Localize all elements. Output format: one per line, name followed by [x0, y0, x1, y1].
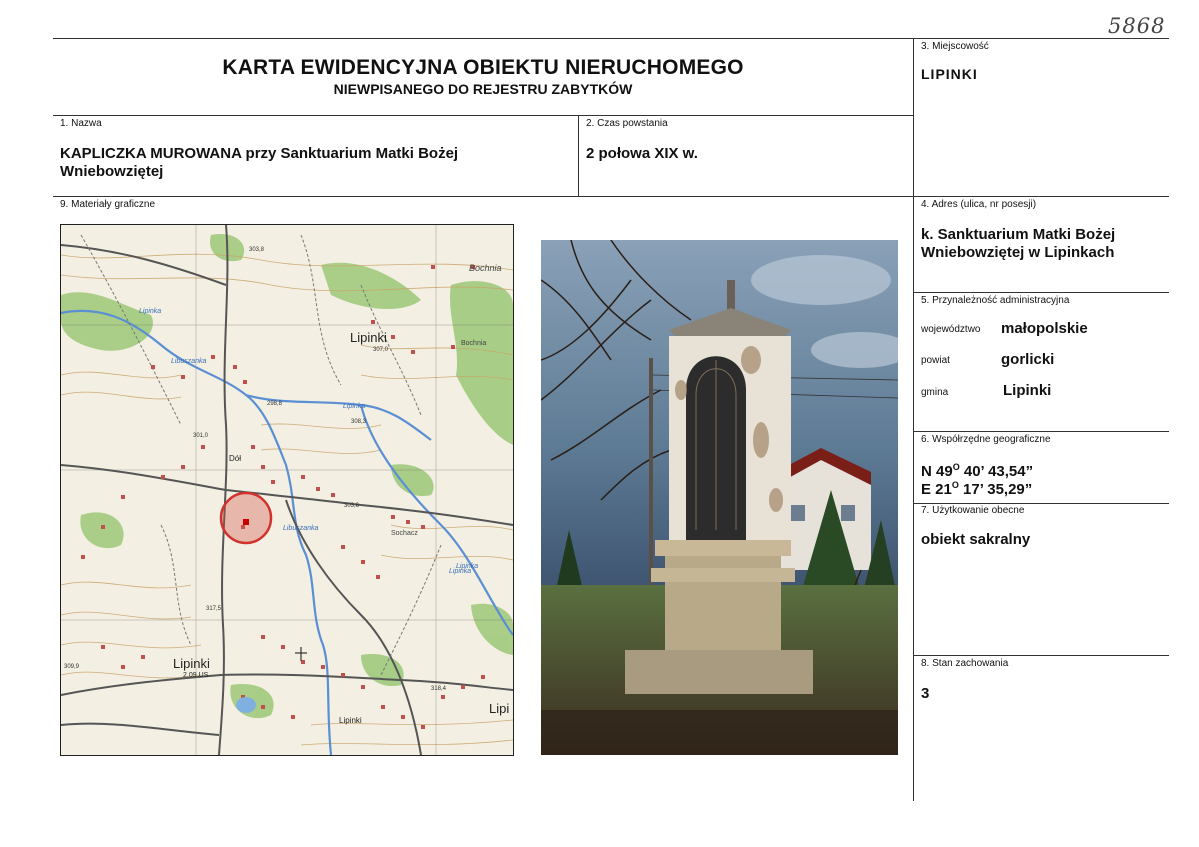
gmina-value: Lipinki — [1003, 382, 1052, 399]
map-height-5: 303,6 — [344, 503, 360, 509]
map-height-1: 307,0 — [373, 347, 389, 353]
nazwa-label: 1. Nazwa — [60, 118, 102, 129]
map-label-6: Lipinka — [343, 403, 366, 410]
map-height-3: 298,8 — [267, 401, 283, 407]
map-height-0: 303,8 — [249, 247, 265, 253]
wojewodztwo-label: województwo — [921, 324, 981, 335]
map-label-10: Lipinki — [339, 716, 362, 725]
foreground-shade — [541, 710, 898, 755]
photo-svg — [541, 240, 898, 755]
map-label-14: Lipinka — [449, 568, 472, 575]
wspolrzedne-label: 6. Współrzędne geograficzne — [921, 434, 1051, 445]
coord-e — [921, 476, 1032, 499]
map-svg — [61, 225, 513, 755]
map-label-3: Sochacz — [391, 530, 418, 537]
map-height-8: 309,9 — [64, 664, 80, 670]
map-label-13: Bochnia — [461, 340, 487, 347]
uzytkowanie-value: obiekt sakralny — [921, 531, 1031, 548]
powiat-value: gorlicki — [1001, 351, 1055, 368]
czas-label: 2. Czas powstania — [586, 118, 668, 129]
rule-8 — [913, 655, 1169, 656]
map-height-6: 317,5 — [206, 606, 222, 612]
coord-e-deg: E 21 — [921, 481, 952, 498]
miejscowosc-value: LIPINKI — [921, 66, 978, 82]
rule-7 — [913, 503, 1169, 504]
map-label-5: Libuszanka — [171, 358, 207, 365]
nazwa-value-line1: KAPLICZKA MUROWANA przy Sanktuarium Matki Bożej — [60, 145, 459, 162]
map-labels — [139, 263, 509, 725]
coord-e-rest: 17’ 35,29” — [958, 481, 1033, 498]
stan-value: 3 — [921, 685, 930, 702]
pond — [236, 697, 256, 713]
page-title: KARTA EWIDENCYJNA OBIEKTU NIERUCHOMEGO — [222, 56, 744, 79]
rule-6 — [913, 431, 1169, 432]
nazwa-value-line2: Wniebowziętej — [60, 163, 164, 180]
map-label-9: Dół — [229, 454, 242, 463]
map-height-4: 301,0 — [193, 433, 209, 439]
materialy-label: 9. Materiały graficzne — [60, 199, 156, 210]
map-height-2: 308,3 — [351, 419, 367, 425]
coord-n-degree-sign: O — [952, 462, 960, 472]
adres-value-line1: k. Sanktuarium Matki Bożej — [921, 226, 1116, 243]
map-label-7: Libuszanka — [283, 525, 319, 532]
page-subtitle: NIEWPISANEGO DO REJESTRU ZABYTKÓW — [333, 81, 633, 97]
church-cross-icon — [295, 647, 307, 661]
map-label-2: Bochnia — [469, 263, 502, 273]
gmina-label: gmina — [921, 387, 949, 398]
shrine-photo — [541, 240, 898, 755]
wojewodztwo-value: małopolskie — [1001, 320, 1088, 337]
przynaleznosc-label: 5. Przynależność administracyjna — [921, 295, 1070, 306]
top-rule — [53, 38, 1169, 39]
main-divider — [913, 38, 914, 801]
topographic-map — [60, 224, 514, 756]
coord-n-rest: 40’ 43,54” — [959, 463, 1034, 480]
name-time-divider — [578, 115, 579, 196]
coord-n-deg: N 49 — [921, 463, 953, 480]
map-label-12: 2.09 US — [183, 672, 209, 679]
name-bottom-rule — [53, 196, 1169, 197]
map-height-7: 318,4 — [431, 686, 447, 692]
map-label-11: Lipi — [489, 701, 510, 716]
map-label-8: Lipinka — [456, 563, 479, 570]
coord-e-degree-sign: O — [951, 480, 959, 490]
powiat-label: powiat — [921, 355, 950, 366]
map-label-1: Lipinki — [173, 656, 210, 671]
stan-label: 8. Stan zachowania — [921, 658, 1009, 669]
title-bottom-rule — [53, 115, 913, 116]
handwritten-number: 5868 — [1108, 14, 1166, 38]
location-marker — [243, 519, 249, 525]
adres-value-line2: Wniebowziętej w Lipinkach — [921, 244, 1115, 261]
location-highlight — [221, 493, 271, 543]
rule-5 — [913, 292, 1169, 293]
utility-pole — [649, 358, 653, 590]
map-label-0: Lipinki — [350, 330, 387, 345]
map-label-4: Lipinka — [139, 308, 162, 315]
adres-label: 4. Adres (ulica, nr posesji) — [921, 199, 1037, 210]
miejscowosc-label: 3. Miejscowość — [921, 41, 989, 52]
czas-value: 2 połowa XIX w. — [586, 145, 698, 162]
uzytkowanie-label: 7. Użytkowanie obecne — [921, 505, 1025, 516]
